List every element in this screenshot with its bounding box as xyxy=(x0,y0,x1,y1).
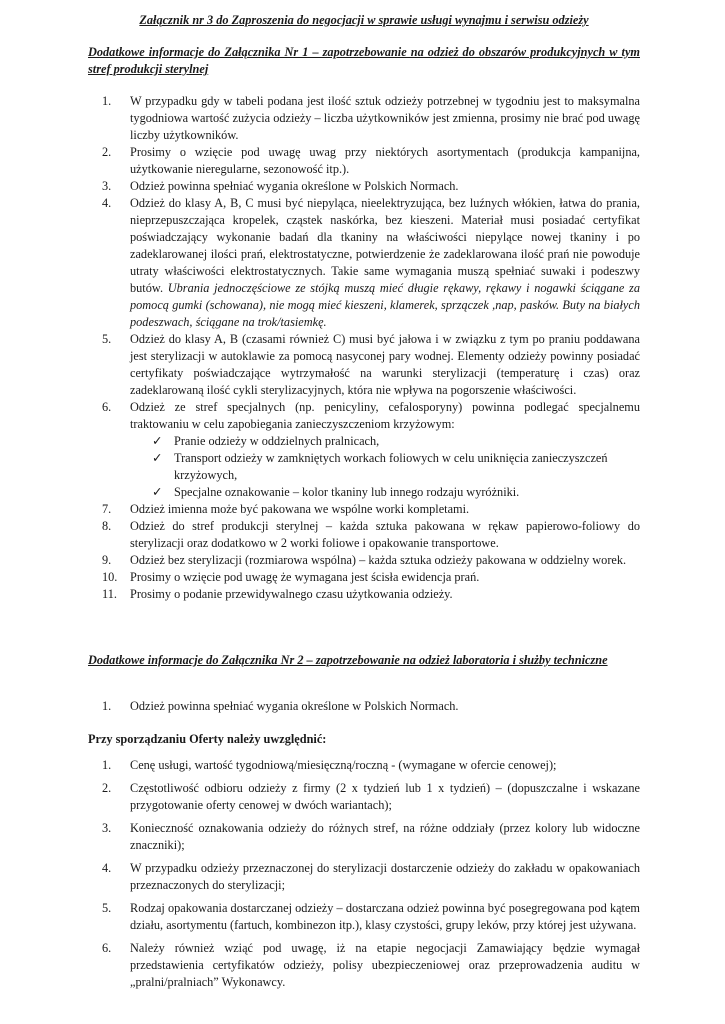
list-item: 7. Odzież imienna może być pakowana we wspólne worki kompletami. xyxy=(102,502,470,516)
list-item: 4. W przypadku odzieży przeznaczonej do sterylizacji dostarczenie odzieży do zakładu w opakowaniach przeznaczonych do sterylizacji; xyxy=(102,861,640,892)
list-item: 5. Odzież do klasy A, B (czasami również C) musi być jałowa i w związku z tym po praniu poddawana jest sterylizacji w autoklawie za pomocą nasyconej pary wodnej. Elementy odzieży powinny posiadać certyfikaty poświadczające wytrzymałość na warunki sterylizacji (temperaturę i czas) oraz zadeklarowaną ilość cykli sterylizacyjnych, która nie wpływa na pogorszenie właściwości. xyxy=(102,332,640,397)
list-item: 2. Częstotliwość odbioru odzieży z firmy (2 x tydzień lub 1 x tydzień) – (dopuszczalne i wskazane przygotowanie oferty cenowej w dwóch wariantach); xyxy=(102,781,640,812)
checkmark-icon: ✓ xyxy=(152,451,163,465)
checklist xyxy=(130,433,640,501)
list-item: 1. Cenę usługi, wartość tygodniową/miesięczną/roczną - (wymagane w ofercie cenowej); xyxy=(102,758,557,772)
document-title: Załącznik nr 3 do Zaproszenia do negocjacji w sprawie usługi wynajmu i serwisu odzieży xyxy=(139,13,589,27)
list-item: 11. Prosimy o podanie przewidywalnego czasu użytkowania odzieży. xyxy=(102,587,453,601)
section1-heading: Dodatkowe informacje do Załącznika Nr 1 – zapotrzebowanie na odzież do obszarów produkcyjnych w tym stref produkcji sterylnej xyxy=(88,45,640,76)
section3-list xyxy=(88,757,640,991)
list-item: 6. Należy również wziąć pod uwagę, iż na etapie negocjacji Zamawiający będzie wymagał przedstawienia certyfikatów odzieży, polisy ubezpieczeniowej oraz przeprowadzenia auditu w „pralni/pralniach” Wykonawcy. xyxy=(102,941,640,989)
section2-heading: Dodatkowe informacje do Załącznika Nr 2 – zapotrzebowanie na odzież laboratoria i służby techniczne xyxy=(88,653,608,667)
checklist-item: ✓ Transport odzieży w zamkniętych workach foliowych w celu uniknięcia zanieczyszczeń krzyżowych, xyxy=(152,451,608,482)
list-item: 1. W przypadku gdy w tabeli podana jest ilość sztuk odzieży potrzebnej w tygodniu jest to maksymalna tygodniowa wartość zużycia odzieży – liczba użytkowników jest zmienna, prosimy nie brać pod uwagę liczby użytkowników. xyxy=(102,94,640,142)
list-item: 5. Rodzaj opakowania dostarczanej odzieży – dostarczana odzież powinna być posegregowana pod kątem działu, asortymentu (fartuch, kombinezon itp.), klasy czystości, grupy leków, przy której jest używana. xyxy=(102,901,640,932)
list-item: 10. Prosimy o wzięcie pod uwagę że wymagana jest ścisła ewidencja prań. xyxy=(102,570,480,584)
section1-list xyxy=(88,93,640,603)
list-item: 9. Odzież bez sterylizacji (rozmiarowa wspólna) – każda sztuka odzieży pakowana w oddzielny worek. xyxy=(102,553,627,567)
list-item: 6. Odzież ze stref specjalnych (np. penicyliny, cefalosporyny) powinna podlegać specjalnemu traktowaniu w celu zapobiegania zanieczyszczeniom krzyżowym: ✓ Pranie odzieży w oddzielnych pralnicach, ✓ Transport odzieży w zamkniętych workach foliowych w celu uniknięcia zanieczyszczeń krzyżowych, ✓ Specjalne oznakowanie – kolor tkaniny lub innego rodzaju wyróżniki. xyxy=(102,400,640,499)
checkmark-icon: ✓ xyxy=(152,485,163,499)
list-item: 3. Konieczność oznakowania odzieży do różnych stref, na różne oddziały (przez kolory lub widoczne znaczniki); xyxy=(102,821,640,852)
checkmark-icon: ✓ xyxy=(152,434,163,448)
section2-list xyxy=(88,698,640,715)
checklist-item: ✓ Specjalne oznakowanie – kolor tkaniny lub innego rodzaju wyróżniki. xyxy=(152,485,520,499)
list-item: 1. Odzież powinna spełniać wygania określone w Polskich Normach. xyxy=(102,699,459,713)
italic-note: Ubrania jednoczęściowe ze stójką muszą mieć długie rękawy, rękawy i nogawki ściągane za pomocą gumki (schowana), nie mogą mieć kieszeni, klamerek, sprzączek ,nap, pasków. Buty na białych podeszwach, ściągane na trok/tasiemkę. xyxy=(130,281,640,329)
list-item: 8. Odzież do stref produkcji sterylnej – każda sztuka pakowana w rękaw papierowo-foliowy do sterylizacji oraz dodatkowo w 2 worki foliowe i opakowanie transportowe. xyxy=(102,519,640,550)
section3-heading: Przy sporządzaniu Oferty należy uwzględnić: xyxy=(88,732,327,746)
list-item: 3. Odzież powinna spełniać wygania określone w Polskich Normach. xyxy=(102,179,459,193)
list-item: 2. Prosimy o wzięcie pod uwagę uwag przy niektórych asortymentach (produkcja kampanijna, użytkowanie nieregularne, sezonowość itp.). xyxy=(102,145,640,176)
checklist-item: ✓ Pranie odzieży w oddzielnych pralnicach, xyxy=(152,434,380,448)
list-item: 4. Odzież do klasy A, B, C musi być niepyląca, nieelektryzująca, bez luźnych włókien, łatwa do prania, nieprzepuszczająca kropelek, cząstek naskórka, bez kieszeni. Materiał musi posiadać certyfikat poświadczający wykonanie badań dla tkaniny na właściwości niepylące nowej tkaniny i po zadeklarowanej ilości prań, elektrostatyczne, potwierdzenie że zadeklarowana ilość prań nie powoduje utraty właściwości elektrostatycznych. Takie same wymagania muszą spełniać suwaki i podeszwy butów. Ubrania jednoczęściowe ze stójką muszą mieć długie rękawy, rękawy i nogawki ściągane za pomocą gumki (schowana), nie mogą mieć kieszeni, klamerek, sprzączek ,nap, pasków. Buty na białych podeszwach, ściągane na trok/tasiemkę. xyxy=(102,196,640,329)
